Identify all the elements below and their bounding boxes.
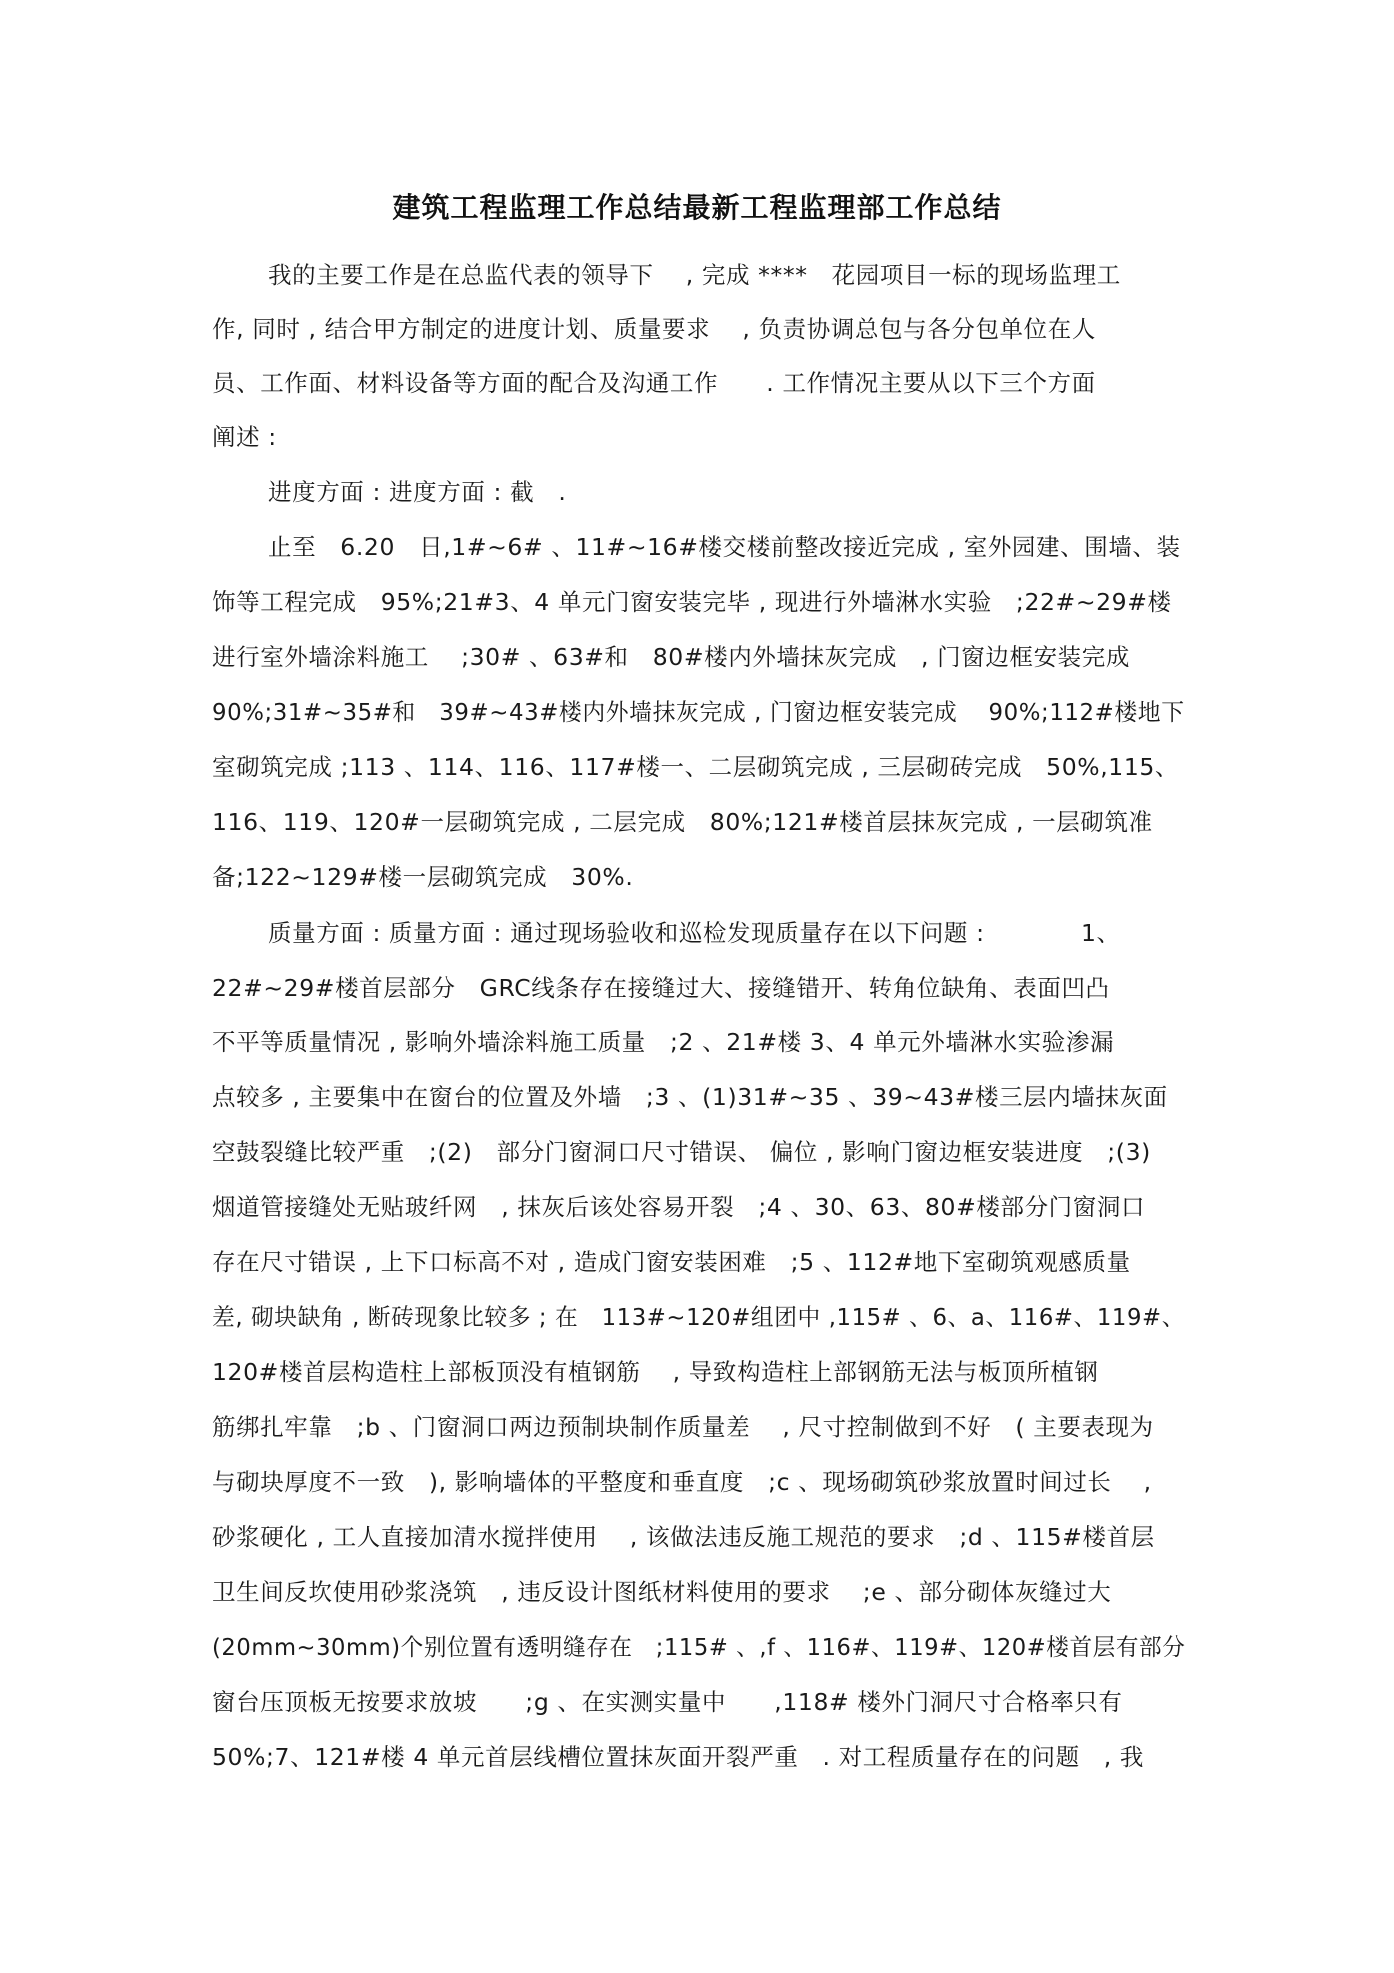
- body-line: 22#~29#楼首层部分 GRC线条存在接缝过大、接缝错开、转角位缺角、表面凹凸: [212, 974, 1110, 1002]
- body-line: 员、工作面、材料设备等方面的配合及沟通工作 . 工作情况主要从以下三个方面: [212, 369, 1096, 397]
- body-line: 90%;31#~35#和 39#~43#楼内外墙抹灰完成 , 门窗边框安装完成 90%;112#楼地下: [212, 698, 1185, 726]
- body-line: (20mm~30mm)个别位置有透明缝存在 ;115# 、,f 、116#、119#、120#楼首层有部分: [212, 1633, 1186, 1661]
- body-line: 窗台压顶板无按要求放坡 ;g 、在实测实量中 ,118# 楼外门洞尺寸合格率只有: [212, 1688, 1123, 1716]
- body-line: 与砌块厚度不一致 ), 影响墙体的平整度和垂直度 ;c 、现场砌筑砂浆放置时间过长 ,: [212, 1468, 1152, 1496]
- body-line: 存在尺寸错误 , 上下口标高不对 , 造成门窗安装困难 ;5 、112#地下室砌筑观感质量: [212, 1248, 1131, 1276]
- body-line: 50%;7、121#楼 4 单元首层线槽位置抹灰面开裂严重 . 对工程质量存在的问题 , 我: [212, 1743, 1145, 1771]
- body-line: 我的主要工作是在总监代表的领导下 , 完成 **** 花园项目一标的现场监理工: [268, 261, 1121, 289]
- body-line: 空鼓裂缝比较严重 ;(2) 部分门窗洞口尺寸错误、 偏位 , 影响门窗边框安装进度 ;(3): [212, 1138, 1151, 1166]
- body-line: 阐述 :: [212, 423, 277, 451]
- body-line: 不平等质量情况 , 影响外墙涂料施工质量 ;2 、21#楼 3、4 单元外墙淋水实验渗漏: [212, 1028, 1115, 1056]
- body-line: 差, 砌块缺角 , 断砖现象比较多 ; 在 113#~120#组团中 ,115# 、6、a、116#、119#、: [212, 1303, 1186, 1331]
- body-line: 120#楼首层构造柱上部板顶没有植钢筋 , 导致构造柱上部钢筋无法与板顶所植钢: [212, 1358, 1099, 1386]
- body-line: 室砌筑完成 ;113 、114、116、117#楼一、二层砌筑完成 , 三层砌砖完成 50%,115、: [212, 753, 1180, 781]
- body-line: 砂浆硬化 , 工人直接加清水搅拌使用 , 该做法违反施工规范的要求 ;d 、115#楼首层: [212, 1523, 1155, 1551]
- body-line: 质量方面 : 质量方面 : 通过现场验收和巡检发现质量存在以下问题 : 1、: [268, 919, 1121, 947]
- body-line: 卫生间反坎使用砂浆浇筑 , 违反设计图纸材料使用的要求 ;e 、部分砌体灰缝过大: [212, 1578, 1112, 1606]
- body-line: 进度方面 : 进度方面 : 截 .: [268, 478, 567, 506]
- body-line: 筋绑扎牢靠 ;b 、门窗洞口两边预制块制作质量差 , 尺寸控制做到不好 ( 主要表现为: [212, 1413, 1154, 1441]
- body-line: 备;122~129#楼一层砌筑完成 30%.: [212, 863, 634, 891]
- body-line: 116、119、120#一层砌筑完成 , 二层完成 80%;121#楼首层抹灰完成 , 一层砌筑准: [212, 808, 1153, 836]
- body-line: 作, 同时 , 结合甲方制定的进度计划、质量要求 , 负责协调总包与各分包单位在人: [212, 315, 1096, 343]
- body-line: 点较多 , 主要集中在窗台的位置及外墙 ;3 、(1)31#~35 、39~43#楼三层内墙抹灰面: [212, 1083, 1168, 1111]
- body-line: 烟道管接缝处无贴玻纤网 , 抹灰后该处容易开裂 ;4 、30、63、80#楼部分门窗洞口: [212, 1193, 1146, 1221]
- body-line: 进行室外墙涂料施工 ;30# 、63#和 80#楼内外墙抹灰完成 , 门窗边框安装完成: [212, 643, 1130, 671]
- body-line: 饰等工程完成 95%;21#3、4 单元门窗安装完毕 , 现进行外墙淋水实验 ;22#~29#楼: [212, 588, 1172, 616]
- body-line: 止至 6.20 日,1#~6# 、11#~16#楼交楼前整改接近完成 , 室外园建、围墙、装: [268, 533, 1181, 561]
- document-title: 建筑工程监理工作总结最新工程监理部工作总结: [392, 191, 1002, 224]
